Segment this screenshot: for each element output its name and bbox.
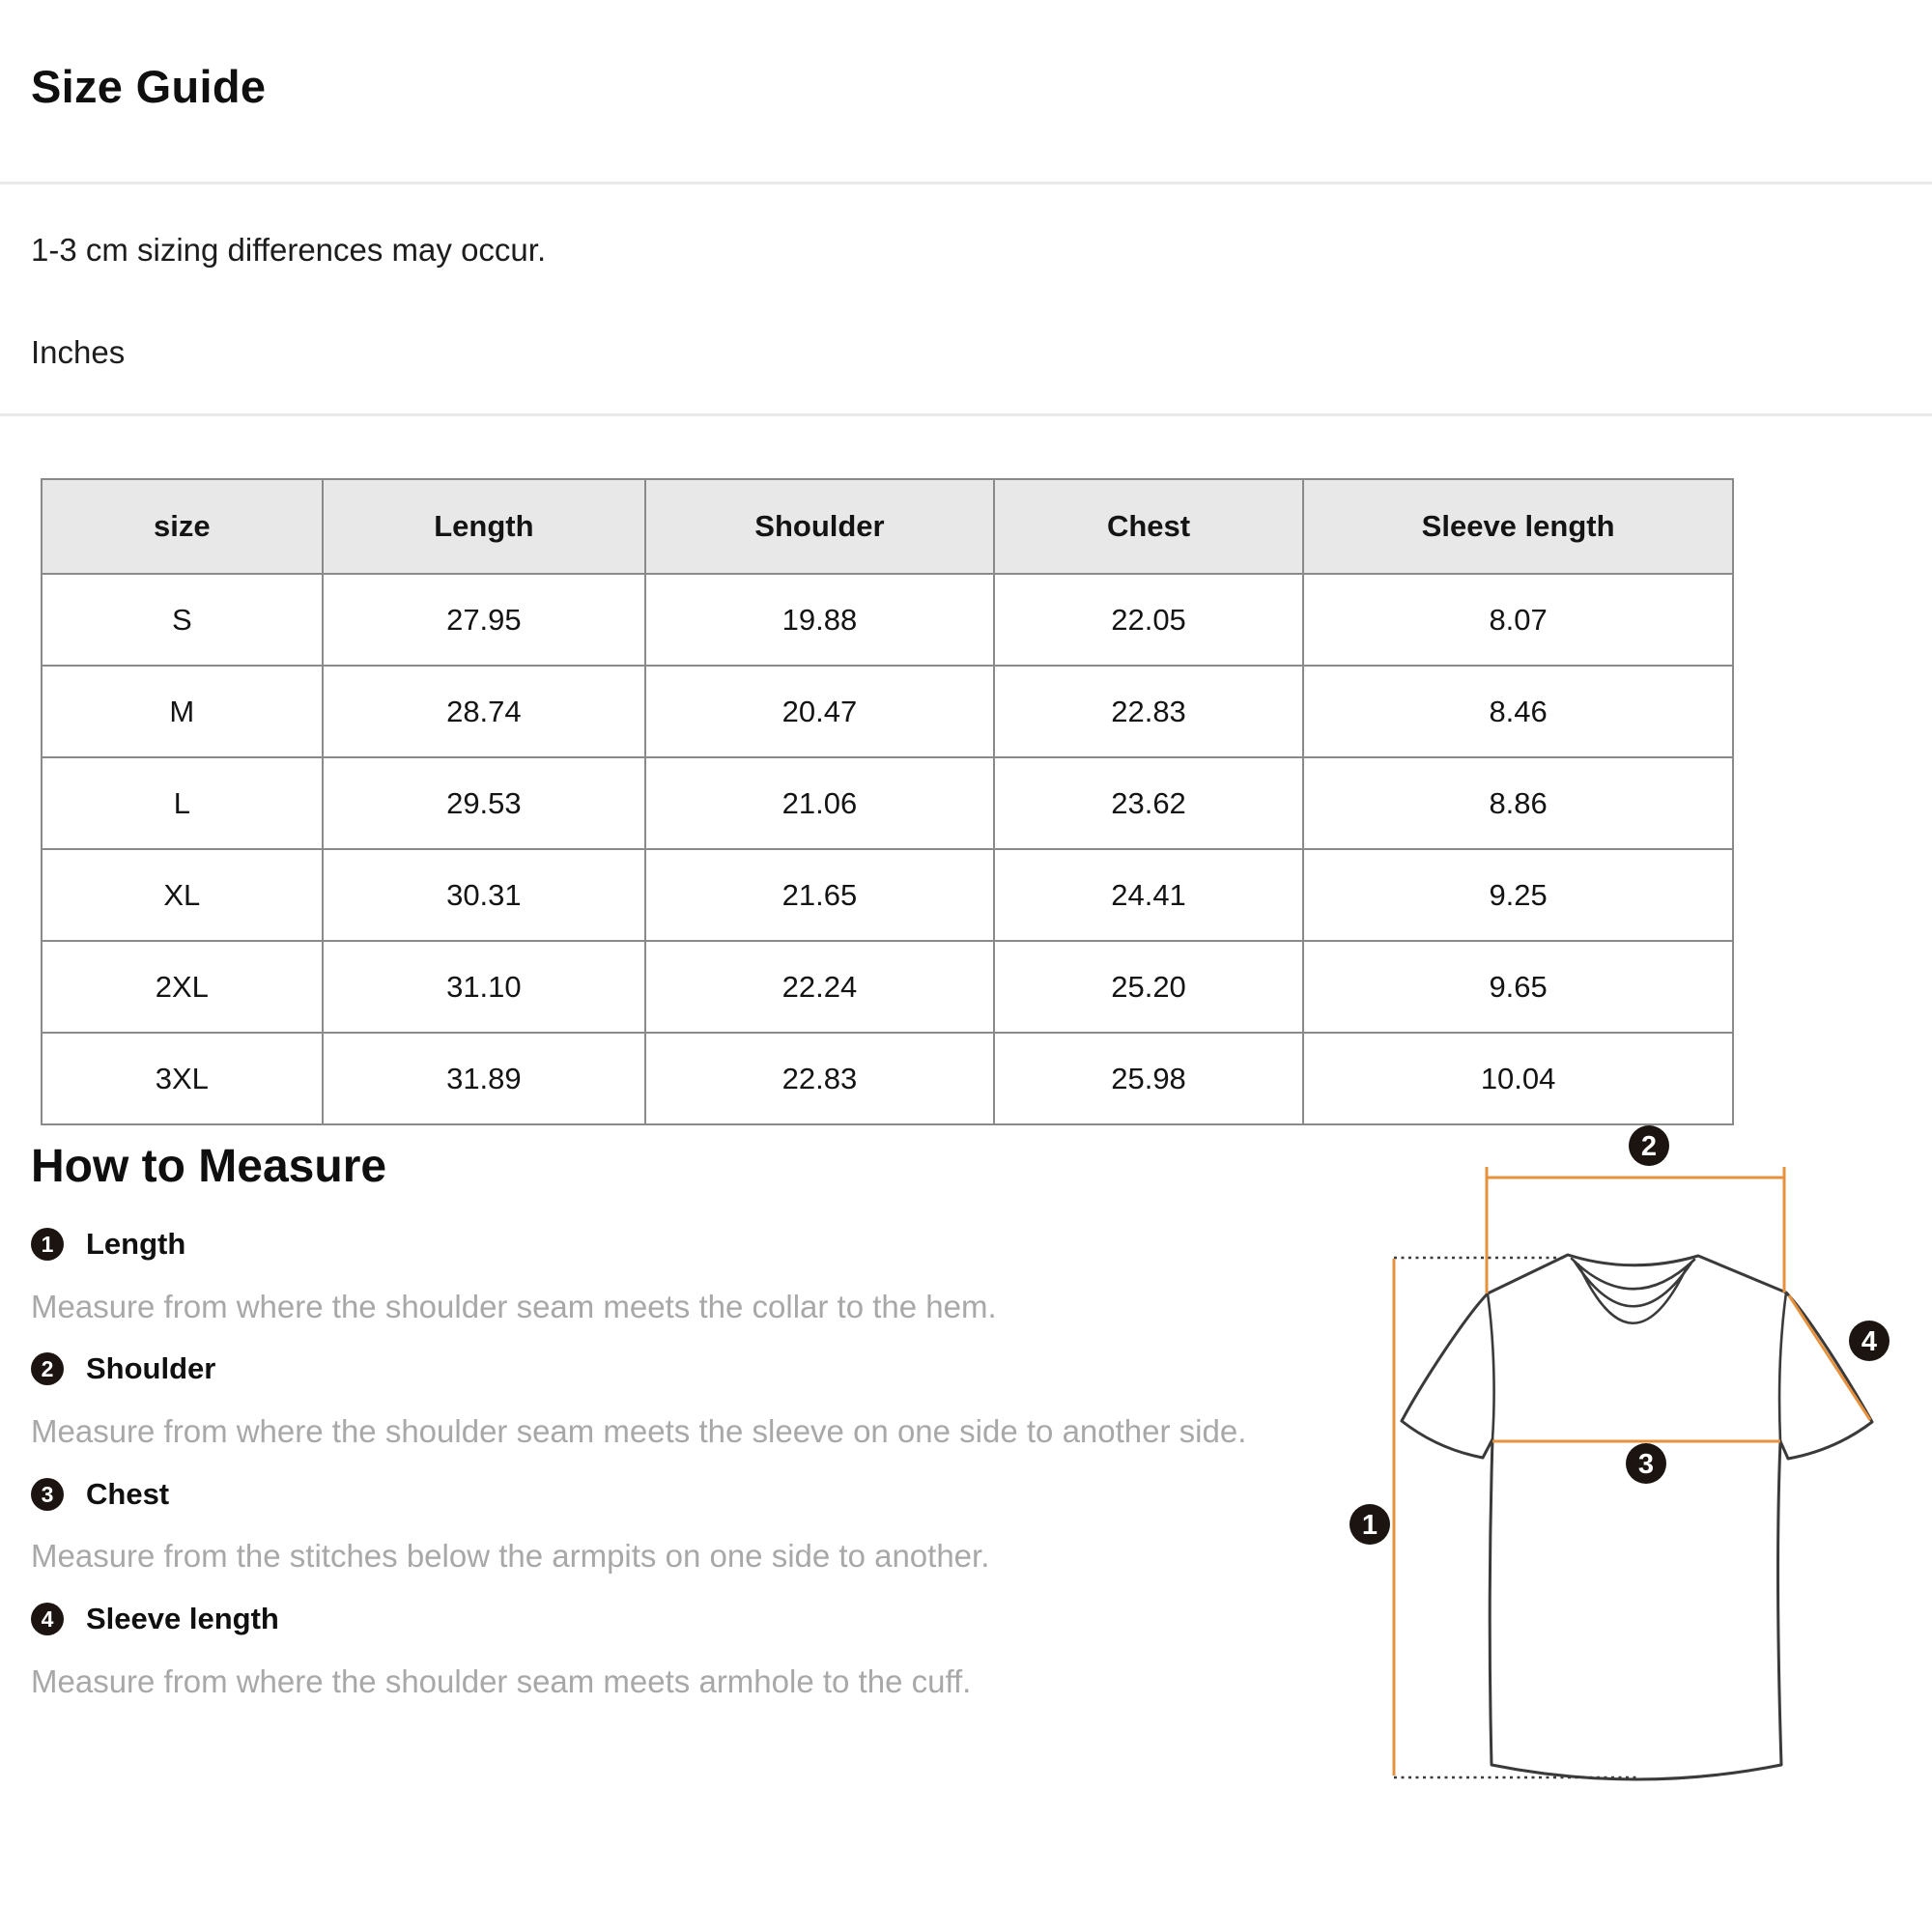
table-header-row: [42, 479, 1733, 574]
size-cell: XL: [42, 849, 323, 941]
table-cell: 29.53: [323, 757, 645, 849]
size-cell: 2XL: [42, 941, 323, 1033]
table-row: [42, 849, 1733, 941]
size-table: [41, 478, 1734, 1125]
table-cell: 31.10: [323, 941, 645, 1033]
table-cell: 8.07: [1303, 574, 1733, 666]
table-row: [42, 666, 1733, 757]
size-cell: S: [42, 574, 323, 666]
table-cell: 25.98: [994, 1033, 1303, 1124]
table-row: [42, 757, 1733, 849]
size-cell: L: [42, 757, 323, 849]
measure-item-shoulder: [31, 1350, 215, 1388]
marker-1: [1350, 1504, 1390, 1545]
svg-text:2: 2: [1640, 1131, 1658, 1162]
measure-item-description: Measure from the stitches below the armpits on one side to another.: [31, 1538, 990, 1574]
step-1-badge-icon: 1: [31, 1228, 64, 1261]
table-cell: 22.83: [645, 1033, 994, 1124]
table-cell: 24.41: [994, 849, 1303, 941]
section-divider: [0, 413, 1932, 416]
table-cell: 27.95: [323, 574, 645, 666]
table-cell: 25.20: [994, 941, 1303, 1033]
step-2-badge-icon: 2: [31, 1352, 64, 1385]
table-cell: 21.65: [645, 849, 994, 941]
measure-item-label: Chest: [86, 1477, 170, 1511]
table-cell: 31.89: [323, 1033, 645, 1124]
size-cell: M: [42, 666, 323, 757]
measure-item-chest: [31, 1475, 169, 1514]
step-4-badge-icon: 4: [31, 1603, 64, 1635]
measure-item-label: Sleeve length: [86, 1602, 279, 1635]
table-row: [42, 941, 1733, 1033]
table-cell: 28.74: [323, 666, 645, 757]
table-cell: 22.24: [645, 941, 994, 1033]
table-cell: 30.31: [323, 849, 645, 941]
svg-text:4: 4: [1861, 1326, 1878, 1357]
page-title: Size Guide: [31, 61, 267, 112]
table-cell: 21.06: [645, 757, 994, 849]
how-to-measure-heading: How to Measure: [31, 1141, 387, 1192]
tshirt-outline-icon: [1402, 1255, 1872, 1779]
step-3-badge-icon: 3: [31, 1478, 64, 1511]
section-divider: [0, 182, 1932, 185]
measure-item-description: Measure from where the shoulder seam meets the sleeve on one side to another side.: [31, 1413, 1247, 1449]
column-header: Length: [323, 479, 645, 574]
sizing-tolerance-note: 1-3 cm sizing differences may occur.: [31, 232, 547, 268]
marker-2: [1629, 1125, 1669, 1166]
measure-item-label: Shoulder: [86, 1351, 216, 1385]
marker-4: [1849, 1321, 1889, 1361]
svg-text:3: 3: [1637, 1449, 1655, 1480]
unit-label: Inches: [31, 334, 126, 370]
table-cell: 20.47: [645, 666, 994, 757]
measure-item-description: Measure from where the shoulder seam meets armhole to the cuff.: [31, 1663, 972, 1699]
column-header: Sleeve length: [1303, 479, 1733, 574]
column-header: size: [42, 479, 323, 574]
table-cell: 9.65: [1303, 941, 1733, 1033]
size-cell: 3XL: [42, 1033, 323, 1124]
table-cell: 9.25: [1303, 849, 1733, 941]
table-cell: 19.88: [645, 574, 994, 666]
table-cell: 8.86: [1303, 757, 1733, 849]
tshirt-measurement-diagram: [1343, 1101, 1922, 1816]
table-cell: 23.62: [994, 757, 1303, 849]
column-header: Shoulder: [645, 479, 994, 574]
measure-item-length: [31, 1225, 185, 1264]
marker-3: [1626, 1443, 1666, 1484]
svg-text:1: 1: [1361, 1510, 1378, 1541]
column-header: Chest: [994, 479, 1303, 574]
table-row: [42, 574, 1733, 666]
measure-item-sleeve-length: [31, 1600, 279, 1638]
measure-item-label: Length: [86, 1227, 186, 1261]
table-cell: 22.05: [994, 574, 1303, 666]
table-cell: 8.46: [1303, 666, 1733, 757]
measure-item-description: Measure from where the shoulder seam meets the collar to the hem.: [31, 1289, 997, 1324]
table-cell: 22.83: [994, 666, 1303, 757]
table-cell: 10.04: [1303, 1033, 1733, 1124]
